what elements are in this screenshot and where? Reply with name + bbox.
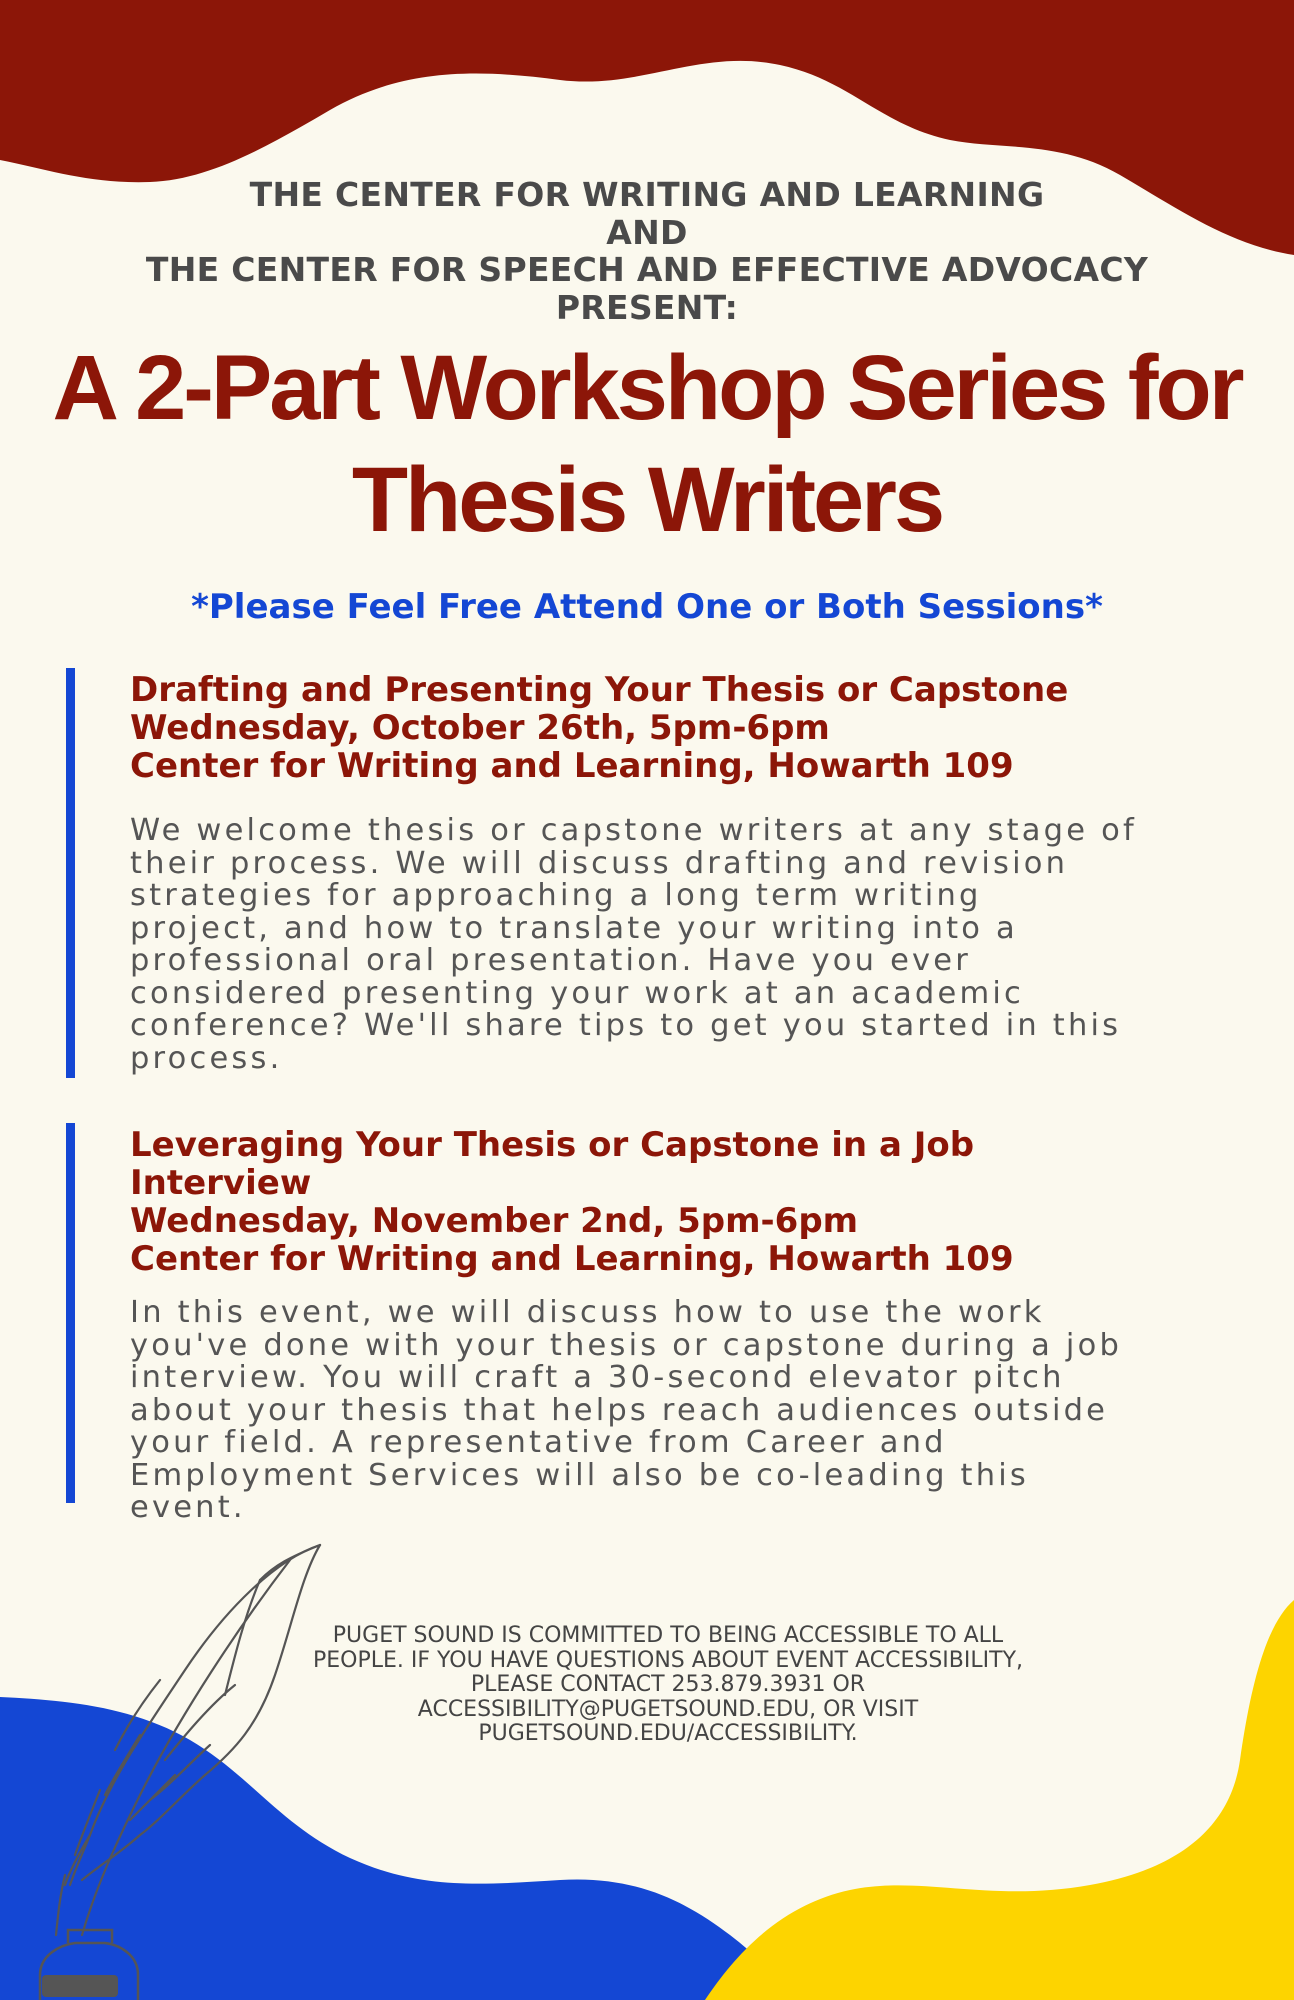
presenters-heading	[0, 176, 1294, 326]
description-line: strategies for approaching a long term writing	[130, 878, 982, 913]
description-line: interview. You will craft a 30-second elevator pitch	[130, 1360, 1065, 1395]
accessibility-line: PUGET SOUND IS COMMITTED TO BEING ACCESSIBLE TO ALL	[332, 1623, 1004, 1648]
session-heading	[130, 671, 1068, 785]
session-title-cont: Interview	[130, 1163, 312, 1203]
accessibility-line: PUGETSOUND.EDU/ACCESSIBILITY.	[478, 1721, 858, 1746]
title-line: Thesis Writers	[351, 449, 943, 551]
presenter-line: THE CENTER FOR SPEECH AND EFFECTIVE ADVOCACY	[145, 250, 1149, 289]
description-line: their process. We will discuss drafting and revision	[130, 845, 1069, 881]
quill-feather-outline	[70, 1545, 320, 1885]
session-description	[130, 1297, 1250, 1525]
description-line: your field. A representative from Career and	[130, 1425, 947, 1460]
accessibility-line: PLEASE CONTACT 253.879.3931 OR	[470, 1672, 866, 1697]
description-line: In this event, we will discuss how to use the work	[130, 1295, 1045, 1330]
attendance-note: *Please Feel Free Attend One or Both Sessions*	[191, 587, 1103, 627]
description-line: professional oral presentation. Have you ever	[130, 943, 971, 978]
accessibility-statement	[250, 1624, 1086, 1747]
description-line: considered presenting your work at an academic	[130, 975, 1025, 1011]
accessibility-line: ACCESSIBILITY@PUGETSOUND.EDU, OR VISIT	[417, 1696, 919, 1722]
description-line: event.	[130, 1490, 246, 1525]
description-line: project, and how to translate your writing into a	[130, 910, 1018, 946]
presenter-line: AND	[606, 212, 688, 252]
session-heading	[130, 1126, 1014, 1278]
session-title: Drafting and Presenting Your Thesis or Capstone	[130, 670, 1069, 710]
description-line: you've done with your thesis or capstone during a job	[130, 1327, 1123, 1363]
accessibility-line: PEOPLE. IF YOU HAVE QUESTIONS ABOUT EVENT ACCESSIBILITY,	[313, 1647, 1023, 1673]
presenter-line: THE CENTER FOR WRITING AND LEARNING	[249, 175, 1045, 214]
quill-pen-and-inkwell-icon	[20, 1535, 340, 2000]
description-line: conference? We'll share tips to get you started in this	[130, 1008, 1122, 1043]
description-line: Employment Services will also be co-leading this	[130, 1457, 1029, 1493]
session-job-interview	[66, 1123, 1246, 1525]
session-date: Wednesday, October 26th, 5pm-6pm	[130, 708, 830, 748]
session-date: Wednesday, November 2nd, 5pm-6pm	[130, 1201, 859, 1241]
session-description	[130, 815, 1250, 1075]
session-drafting-presenting	[66, 668, 1246, 1078]
inkwell-label	[42, 1975, 118, 1997]
session-accent-bar	[66, 1123, 75, 1503]
description-line: about your thesis that helps reach audiences outside	[130, 1392, 1109, 1428]
session-accent-bar	[66, 668, 75, 1078]
description-line: We welcome thesis or capstone writers at any stage of	[130, 813, 1137, 848]
page-title	[0, 332, 1294, 556]
description-line: process.	[130, 1040, 283, 1076]
session-location: Center for Writing and Learning, Howarth 109	[130, 1239, 1014, 1279]
presenter-line: PRESENT:	[555, 287, 739, 327]
session-title: Leveraging Your Thesis or Capstone in a Job	[130, 1125, 975, 1165]
title-line: A 2-Part Workshop Series for	[52, 337, 1242, 439]
quill-shaft	[82, 1560, 290, 1935]
quill-feather-edge	[82, 1545, 320, 1880]
session-location: Center for Writing and Learning, Howarth 109	[130, 746, 1014, 786]
